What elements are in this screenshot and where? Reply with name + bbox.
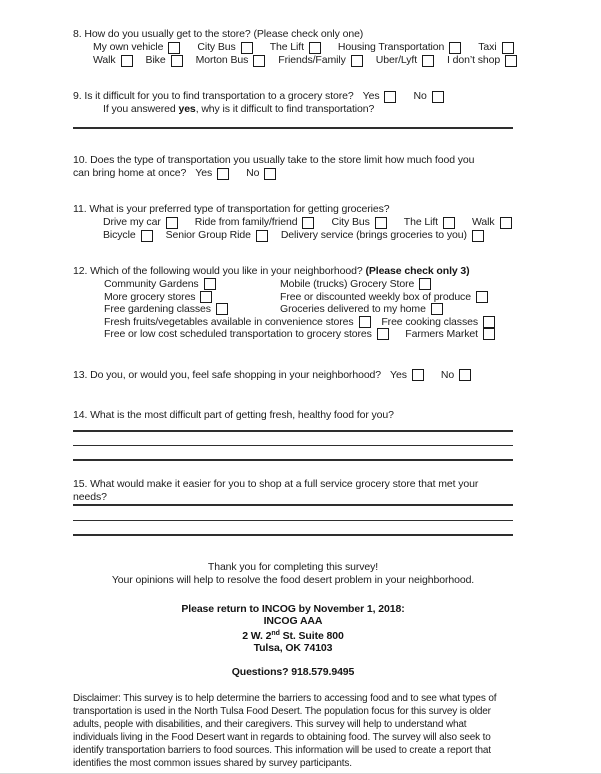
question-10-text-line-1: 10. Does the type of transportation you usually take to the store limit how much food you bbox=[73, 154, 475, 166]
option-label: City Bus bbox=[331, 216, 370, 228]
answer-line[interactable] bbox=[73, 445, 513, 446]
thank-you-block bbox=[73, 561, 513, 587]
checkbox-ride-from-family-friend[interactable] bbox=[302, 217, 314, 229]
question-11-options-row-1 bbox=[73, 216, 513, 229]
checkbox-city-bus[interactable] bbox=[375, 217, 387, 229]
disclaimer-line: identifies the most common issues shared by survey participants. bbox=[73, 757, 352, 769]
option-uber-lyft bbox=[376, 54, 434, 67]
option-groceries-delivered bbox=[280, 303, 443, 316]
option-yes: Yes bbox=[363, 90, 397, 103]
option-label: Fresh fruits/vegetables available in convenience stores bbox=[104, 315, 354, 328]
checkbox-city-bus[interactable] bbox=[241, 42, 253, 54]
option-label: More grocery stores bbox=[104, 290, 196, 303]
org-name: INCOG AAA bbox=[263, 615, 323, 627]
checkbox-free-weekly-produce-box[interactable] bbox=[476, 291, 488, 303]
option-label: Free or discounted weekly box of produce bbox=[280, 290, 471, 303]
option-delivery-service bbox=[281, 229, 484, 242]
question-11 bbox=[73, 203, 513, 242]
question-15-text-line-1: 15. What would make it easier for you to shop at a full service grocery store that met your bbox=[73, 477, 479, 490]
option-label: Groceries delivered to my home bbox=[280, 303, 426, 315]
option-no: No bbox=[246, 167, 276, 180]
checkbox-free-cooking-classes[interactable] bbox=[483, 316, 495, 328]
checkbox-uber-lyft[interactable] bbox=[422, 55, 434, 67]
question-10-text-line-2: can bring home at once? Yes No bbox=[73, 167, 513, 180]
option-label: Free cooking classes bbox=[381, 315, 478, 328]
street-address: 2 W. 2nd St. Suite 800 bbox=[242, 629, 344, 642]
option-label: My own vehicle bbox=[93, 41, 164, 53]
option-mobile-grocery-store bbox=[280, 278, 431, 291]
disclaimer-line: adults, people with disabilities, and their caregivers. This survey will help to understand what bbox=[73, 718, 467, 730]
question-12-row-4 bbox=[73, 316, 513, 329]
checkbox-mobile-grocery-store[interactable] bbox=[419, 278, 431, 290]
question-12-row-5 bbox=[73, 328, 513, 341]
city-state-zip: Tulsa, OK 74103 bbox=[253, 642, 333, 654]
checkbox-more-grocery-stores[interactable] bbox=[200, 291, 212, 303]
checkbox-bike[interactable] bbox=[171, 55, 183, 67]
checkbox-fresh-produce-convenience-stores[interactable] bbox=[359, 316, 371, 328]
option-label: Housing Transportation bbox=[337, 41, 445, 53]
question-14 bbox=[73, 409, 513, 461]
checkbox-the-lift[interactable] bbox=[443, 217, 455, 229]
option-city-bus bbox=[197, 41, 252, 54]
checkbox-senior-group-ride[interactable] bbox=[256, 230, 268, 242]
checkbox-walk[interactable] bbox=[121, 55, 133, 67]
question-8 bbox=[73, 28, 513, 67]
option-label: Mobile (trucks) Grocery Store bbox=[280, 278, 415, 290]
question-8-options-row-2 bbox=[73, 54, 513, 67]
option-label: Farmers Market bbox=[405, 328, 478, 340]
answer-line[interactable] bbox=[73, 504, 513, 506]
disclaimer-line: identify transportation barriers to food sources. This information will be used to create a report that bbox=[73, 744, 491, 756]
option-label: Uber/Lyft bbox=[375, 54, 418, 66]
question-10 bbox=[73, 154, 513, 180]
option-senior-group-ride bbox=[166, 229, 268, 242]
disclaimer-line: transportation is used in the North Tulsa Food Desert. The population focus for this survey is older bbox=[73, 705, 491, 717]
option-drive-my-car bbox=[103, 216, 178, 229]
option-more-grocery-stores bbox=[104, 291, 280, 304]
question-15 bbox=[73, 478, 513, 536]
option-label: Walk bbox=[93, 54, 116, 66]
question-11-options-row-2 bbox=[73, 229, 513, 242]
checkbox-my-own-vehicle[interactable] bbox=[168, 42, 180, 54]
checkbox-housing-transportation[interactable] bbox=[449, 42, 461, 54]
option-label: Taxi bbox=[478, 41, 497, 53]
option-morton-bus bbox=[196, 54, 266, 67]
checkbox-i-dont-shop[interactable] bbox=[505, 55, 517, 67]
question-14-text: 14. What is the most difficult part of getting fresh, healthy food for you? bbox=[73, 408, 394, 421]
option-no: No bbox=[413, 90, 443, 103]
checkbox-friends-family[interactable] bbox=[351, 55, 363, 67]
option-label: Senior Group Ride bbox=[165, 229, 251, 241]
answer-line[interactable] bbox=[73, 520, 513, 521]
option-label: Drive my car bbox=[103, 216, 161, 228]
checkbox-community-gardens[interactable] bbox=[204, 278, 216, 290]
option-label: Walk bbox=[471, 216, 495, 228]
checkbox-walk[interactable] bbox=[500, 217, 512, 229]
option-walk bbox=[93, 54, 133, 67]
checkbox-morton-bus[interactable] bbox=[253, 55, 265, 67]
option-farmers-market bbox=[405, 328, 495, 341]
option-label: The Lift bbox=[403, 216, 438, 228]
return-heading: Please return to INCOG by November 1, 2018: bbox=[181, 602, 405, 615]
option-label: Ride from family/friend bbox=[194, 216, 298, 228]
option-label: I don’t shop bbox=[447, 54, 501, 66]
option-label: Friends/Family bbox=[278, 54, 346, 66]
option-bicycle bbox=[103, 229, 153, 242]
disclaimer bbox=[73, 692, 513, 770]
option-free-gardening-classes bbox=[104, 303, 280, 316]
checkbox-free-low-cost-transportation[interactable] bbox=[377, 328, 389, 340]
option-friends-family bbox=[278, 54, 362, 67]
option-label: Community Gardens bbox=[104, 278, 199, 290]
option-taxi bbox=[478, 41, 513, 54]
question-12-row-2 bbox=[73, 291, 513, 304]
option-label: City Bus bbox=[197, 41, 236, 53]
disclaimer-line: Disclaimer: This survey is to help determine the barriers to accessing food and to see what types of bbox=[73, 692, 497, 704]
question-15-text-line-2: needs? bbox=[73, 490, 107, 503]
checkbox-yes[interactable] bbox=[217, 168, 229, 180]
checkbox-free-gardening-classes[interactable] bbox=[216, 303, 228, 315]
option-label: Free or low cost scheduled transportation to grocery stores bbox=[104, 328, 372, 340]
option-free-low-cost-transportation bbox=[104, 328, 389, 341]
answer-line[interactable] bbox=[73, 534, 513, 536]
option-housing-transportation bbox=[338, 41, 461, 54]
question-12-text: 12. Which of the following would you like in your neighborhood? (Please check only 3) bbox=[73, 265, 470, 277]
question-12-row-1 bbox=[73, 278, 513, 291]
option-label: Delivery service (brings groceries to you) bbox=[280, 229, 467, 241]
option-city-bus bbox=[331, 216, 386, 229]
questions-phone: Questions? 918.579.9495 bbox=[231, 665, 355, 678]
checkbox-farmers-market[interactable] bbox=[483, 328, 495, 340]
disclaimer-line: individuals living in the Food Desert want in regards to obtaining food. The survey will also seek to bbox=[73, 731, 491, 743]
option-i-dont-shop bbox=[447, 54, 517, 67]
return-address-block bbox=[73, 603, 513, 655]
question-13-text: 13. Do you, or would you, feel safe shopping in your neighborhood? Yes No bbox=[73, 369, 513, 382]
checkbox-the-lift[interactable] bbox=[309, 42, 321, 54]
option-label: Free gardening classes bbox=[104, 303, 211, 315]
checkbox-bicycle[interactable] bbox=[141, 230, 153, 242]
option-free-weekly-produce-box bbox=[280, 291, 488, 304]
option-my-own-vehicle bbox=[93, 41, 180, 54]
option-the-lift bbox=[404, 216, 455, 229]
checkbox-no[interactable] bbox=[459, 369, 471, 381]
thank-you-line: Thank you for completing this survey! bbox=[207, 560, 379, 573]
answer-line[interactable] bbox=[73, 459, 513, 461]
ordinal-suffix: nd bbox=[271, 629, 280, 637]
answer-line[interactable] bbox=[73, 127, 513, 129]
option-yes: Yes bbox=[390, 369, 424, 382]
option-label: Bicycle bbox=[103, 229, 136, 241]
question-9-followup: If you answered yes, why is it difficult to find transportation? bbox=[103, 103, 375, 115]
checkbox-no[interactable] bbox=[264, 168, 276, 180]
option-label: Bike bbox=[145, 54, 166, 66]
option-yes: Yes bbox=[195, 167, 229, 180]
checkbox-yes[interactable] bbox=[384, 91, 396, 103]
question-9 bbox=[73, 90, 513, 129]
option-no: No bbox=[441, 369, 471, 382]
option-walk bbox=[472, 216, 512, 229]
question-13 bbox=[73, 369, 513, 382]
question-12-row-3 bbox=[73, 303, 513, 316]
question-8-text: 8. How do you usually get to the store? (Please check only one) bbox=[73, 28, 364, 40]
checkbox-taxi[interactable] bbox=[502, 42, 514, 54]
option-label: Morton Bus bbox=[195, 54, 249, 66]
answer-line[interactable] bbox=[73, 430, 513, 432]
question-12 bbox=[73, 265, 513, 341]
checkbox-groceries-delivered[interactable] bbox=[431, 303, 443, 315]
option-free-cooking-classes bbox=[381, 316, 495, 329]
checkbox-yes[interactable] bbox=[412, 369, 424, 381]
option-ride-from-family-friend bbox=[195, 216, 315, 229]
option-label: The Lift bbox=[269, 41, 304, 53]
option-community-gardens bbox=[104, 278, 280, 291]
thank-you-line: Your opinions will help to resolve the food desert problem in your neighborhood. bbox=[111, 573, 475, 586]
option-fresh-produce-convenience-stores bbox=[104, 316, 371, 329]
question-9-text: 9. Is it difficult for you to find transportation to a grocery store? Yes No bbox=[73, 90, 513, 103]
question-8-options-row-1 bbox=[73, 41, 513, 54]
option-bike bbox=[146, 54, 183, 67]
option-the-lift bbox=[270, 41, 321, 54]
checkbox-delivery-service[interactable] bbox=[472, 230, 484, 242]
checkbox-drive-my-car[interactable] bbox=[166, 217, 178, 229]
question-11-text: 11. What is your preferred type of transportation for getting groceries? bbox=[73, 203, 390, 215]
checkbox-no[interactable] bbox=[432, 91, 444, 103]
